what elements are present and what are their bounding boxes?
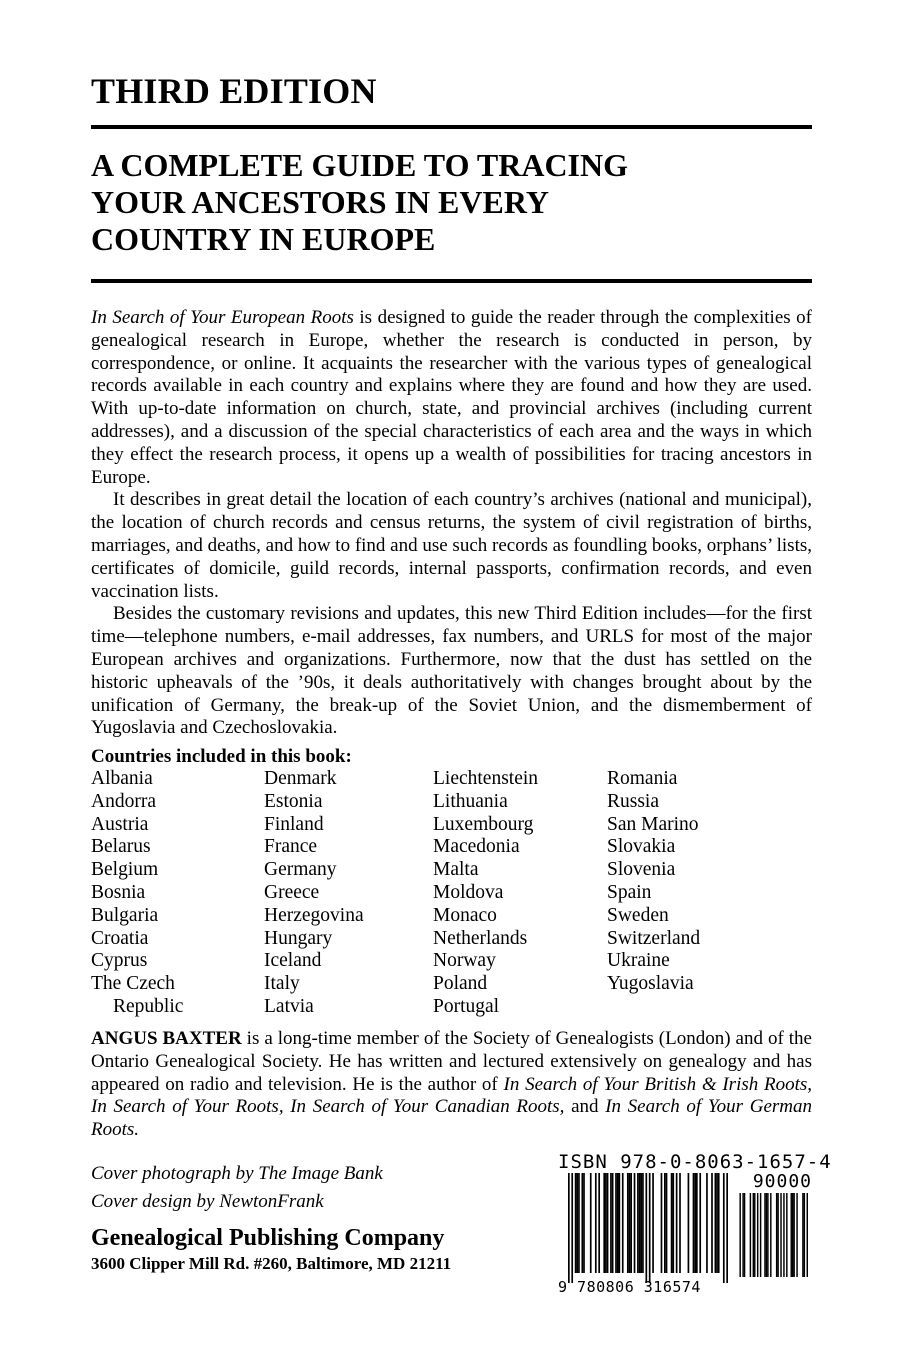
country-item: Estonia	[264, 790, 323, 812]
barcode-bar	[661, 1173, 663, 1273]
barcode-bar	[583, 1173, 585, 1273]
description-paragraph: In Search of Your European Roots is designed to guide the reader through the complexities of genealogical research in Europe, whether the research is conducted in person, by correspondence, or online. It acquaints the researcher with the various types of genealogical records available in each country and explains where they are found and how they are used. With up-to-date information on church, state, and provincial archives (including current addresses), and a discussion of the special characteristics of each area and the ways in which they effect the research process, it opens up a wealth of possibilities for tracing ancestors in Europe.	[91, 307, 812, 488]
barcode-bar	[766, 1193, 767, 1277]
book-title: In Search of Your European Roots	[91, 307, 354, 328]
country-item: Iceland	[264, 950, 322, 972]
barcode-bar	[619, 1173, 621, 1273]
country-item: Denmark	[264, 768, 337, 789]
barcode-bar	[786, 1193, 787, 1277]
country-item: Bulgaria	[91, 904, 159, 926]
country-item: Belarus	[91, 836, 151, 858]
country-item: Albania	[91, 768, 153, 789]
country-item: Moldova	[433, 881, 504, 903]
barcode-bar	[598, 1173, 600, 1273]
country-item: Macedonia	[433, 836, 520, 858]
barcode-bar	[754, 1193, 755, 1277]
barcode-bar	[716, 1173, 718, 1273]
top-rule	[91, 125, 812, 129]
photo-credit: Cover photograph by The Image Bank	[91, 1163, 383, 1184]
headline-line: COUNTRY IN EUROPE	[91, 221, 436, 257]
barcode-bar	[629, 1173, 631, 1273]
country-item: Slovakia	[607, 836, 676, 858]
country-item: Romania	[607, 768, 678, 789]
country-item: Poland	[433, 973, 488, 995]
country-item: Switzerland	[607, 927, 701, 949]
barcode-bar	[652, 1173, 654, 1273]
barcode-bar	[679, 1173, 681, 1273]
barcode-bar	[640, 1173, 642, 1273]
barcode-bar	[664, 1173, 666, 1273]
barcode-bar	[617, 1173, 619, 1273]
barcode-bar	[777, 1193, 778, 1277]
barcode-bar	[804, 1193, 805, 1277]
description-paragraph: Besides the customary revisions and updates, this new Third Edition includes—for the first time—telephone numbers, e-mail addresses, fax numbers, and URLS for most of the major European archives and organizations. Furthermore, now that the dust has settled on the historic upheavals of the ’90s, it deals authoritatively with changes brought about by the unification of Germany, the break-up of the Soviet Union, and the dismemberment of Yugoslavia and Czechoslovakia.	[91, 603, 812, 739]
barcode-bar	[576, 1173, 578, 1273]
countries-column-3	[433, 768, 538, 1019]
barcode-bar	[726, 1173, 728, 1283]
country-item: Greece	[264, 881, 320, 903]
barcode-bar	[791, 1193, 792, 1277]
barcode-bar	[783, 1193, 784, 1277]
country-item: Netherlands	[433, 927, 528, 949]
country-item: Norway	[433, 950, 496, 972]
country-item: Monaco	[433, 904, 497, 926]
barcode-bar	[642, 1173, 644, 1273]
country-item: Finland	[264, 813, 324, 835]
country-item: Russia	[607, 790, 660, 812]
barcode-bar	[723, 1173, 725, 1283]
barcode-bar	[603, 1173, 605, 1273]
barcode-bar	[770, 1193, 771, 1277]
barcode-bar	[568, 1173, 570, 1283]
barcode-bar	[744, 1193, 745, 1277]
barcode-bar	[630, 1173, 632, 1273]
barcode-bar	[802, 1193, 803, 1277]
country-item: Austria	[91, 813, 149, 835]
country-item: Bosnia	[91, 881, 146, 903]
country-item: Italy	[264, 973, 300, 995]
country-item: Malta	[433, 859, 479, 881]
barcode-bar	[622, 1173, 624, 1273]
barcode-bar	[753, 1193, 754, 1277]
barcode-bar	[750, 1193, 751, 1277]
barcode-bar	[610, 1173, 612, 1273]
country-item: Herzegovina	[264, 904, 364, 926]
barcode-bar	[578, 1173, 580, 1273]
barcode-bar	[688, 1173, 690, 1273]
country-item: Liechtenstein	[433, 768, 539, 789]
barcode-bar	[706, 1173, 708, 1273]
barcode-bar	[807, 1193, 808, 1277]
author-books: In Search of Your British & Irish Roots, In Search of Your Roots, In Search of Your Canadian Roots,	[91, 1073, 813, 1118]
country-item: Latvia	[264, 995, 314, 1017]
country-item: Slovenia	[607, 859, 676, 881]
barcode-bar	[739, 1193, 740, 1277]
barcode-bar	[615, 1173, 617, 1273]
publisher-address: 3600 Clipper Mill Rd. #260, Baltimore, MD 21211	[91, 1254, 452, 1273]
cover-credits	[91, 1160, 383, 1216]
barcode-bar	[666, 1173, 668, 1273]
barcode-bar	[696, 1173, 698, 1273]
barcode-bar	[693, 1173, 695, 1273]
countries-heading: Countries included in this book:	[91, 746, 352, 767]
barcode-bar	[645, 1173, 647, 1283]
country-item: Lithuania	[433, 790, 508, 812]
country-item: Andorra	[91, 790, 156, 812]
countries-column-4	[607, 768, 700, 996]
isbn-label: ISBN 978-0-8063-1657-4	[558, 1151, 832, 1173]
barcode-bar	[607, 1173, 609, 1273]
headline	[91, 147, 812, 258]
barcode-bar	[605, 1173, 607, 1273]
ean-barcode-bars	[568, 1173, 728, 1285]
author-name: ANGUS BAXTER	[91, 1028, 242, 1049]
isbn-barcode	[554, 1151, 832, 1306]
headline-line: A COMPLETE GUIDE TO TRACING	[91, 147, 628, 183]
barcode-bar	[571, 1173, 573, 1283]
description-paragraph: It describes in great detail the location of each country’s archives (national and municipal), the location of church records and census returns, the system of civil registration of births, marriages, and deaths, and how to find and use such records as foundling books, orphans’ lists, certificates of domicile, guild records, internal passports, confirmation records, and even vaccination lists.	[91, 489, 812, 602]
barcode-bar	[672, 1173, 674, 1273]
country-item: The Czech	[91, 973, 175, 995]
barcode-bar	[634, 1173, 636, 1273]
barcode-bar	[793, 1193, 794, 1277]
barcode-bar	[627, 1173, 629, 1273]
country-item: Republic	[113, 995, 184, 1017]
description	[91, 307, 812, 740]
barcode-bar	[590, 1173, 592, 1273]
barcode-bar	[764, 1193, 765, 1277]
barcode-bar	[639, 1173, 641, 1273]
barcode-bar	[796, 1193, 797, 1277]
country-item: Germany	[264, 859, 337, 881]
country-item: Spain	[607, 881, 652, 903]
headline-line: YOUR ANCESTORS IN EVERY	[91, 184, 549, 220]
barcode-bar	[575, 1173, 577, 1273]
country-item: Sweden	[607, 904, 669, 926]
barcode-bar	[757, 1193, 758, 1277]
country-item: San Marino	[607, 813, 699, 835]
country-item: France	[264, 836, 318, 858]
barcode-bar	[612, 1173, 614, 1273]
barcode-bar	[776, 1193, 777, 1277]
price-barcode-bars	[738, 1193, 808, 1277]
barcode-bar	[780, 1193, 781, 1277]
country-item: Luxembourg	[433, 813, 534, 835]
country-item: Hungary	[264, 927, 333, 949]
barcode-bar	[711, 1173, 713, 1273]
author-books: In Search of Your German Roots.	[91, 1096, 812, 1141]
country-item: Ukraine	[607, 950, 670, 972]
country-item: Yugoslavia	[607, 973, 694, 995]
barcode-bar	[760, 1193, 761, 1277]
price-code: 90000	[752, 1171, 812, 1192]
country-item: Portugal	[433, 995, 500, 1017]
barcode-bar	[637, 1173, 639, 1273]
country-item: Belgium	[91, 859, 159, 881]
barcode-bar	[767, 1193, 768, 1277]
barcode-bar	[595, 1173, 597, 1273]
barcode-digits: 9 780806 316574	[558, 1278, 701, 1296]
edition-heading: THIRD EDITION	[91, 71, 377, 111]
design-credit: Cover design by NewtonFrank	[91, 1191, 324, 1212]
barcode-bar	[581, 1173, 583, 1273]
publisher-name: Genealogical Publishing Company	[91, 1225, 445, 1251]
barcode-bar	[699, 1173, 701, 1273]
barcode-bar	[742, 1193, 743, 1277]
barcode-bar	[792, 1193, 793, 1277]
barcode-bar	[671, 1173, 673, 1273]
barcode-bar	[718, 1173, 720, 1273]
country-item: Cyprus	[91, 950, 148, 972]
barcode-bar	[694, 1173, 696, 1273]
country-item: Croatia	[91, 927, 149, 949]
barcode-bar	[715, 1173, 717, 1273]
barcode-bar	[676, 1173, 678, 1273]
barcode-bar	[649, 1173, 651, 1283]
headline-rule	[91, 279, 812, 283]
countries-column-1	[91, 768, 183, 1019]
author-bio: ANGUS BAXTER is a long-time member of the Society of Genealogists (London) and of the Ontario Genealogical Society. He has written and lectured extensively on genealogy and has appeared on radio and television. He is the author of In Search of Your British & Irish Roots, In Search of Your Roots, In Search of Your Canadian Roots, and In Search of Your German Roots.	[91, 1028, 813, 1141]
countries-column-2	[264, 768, 364, 1019]
